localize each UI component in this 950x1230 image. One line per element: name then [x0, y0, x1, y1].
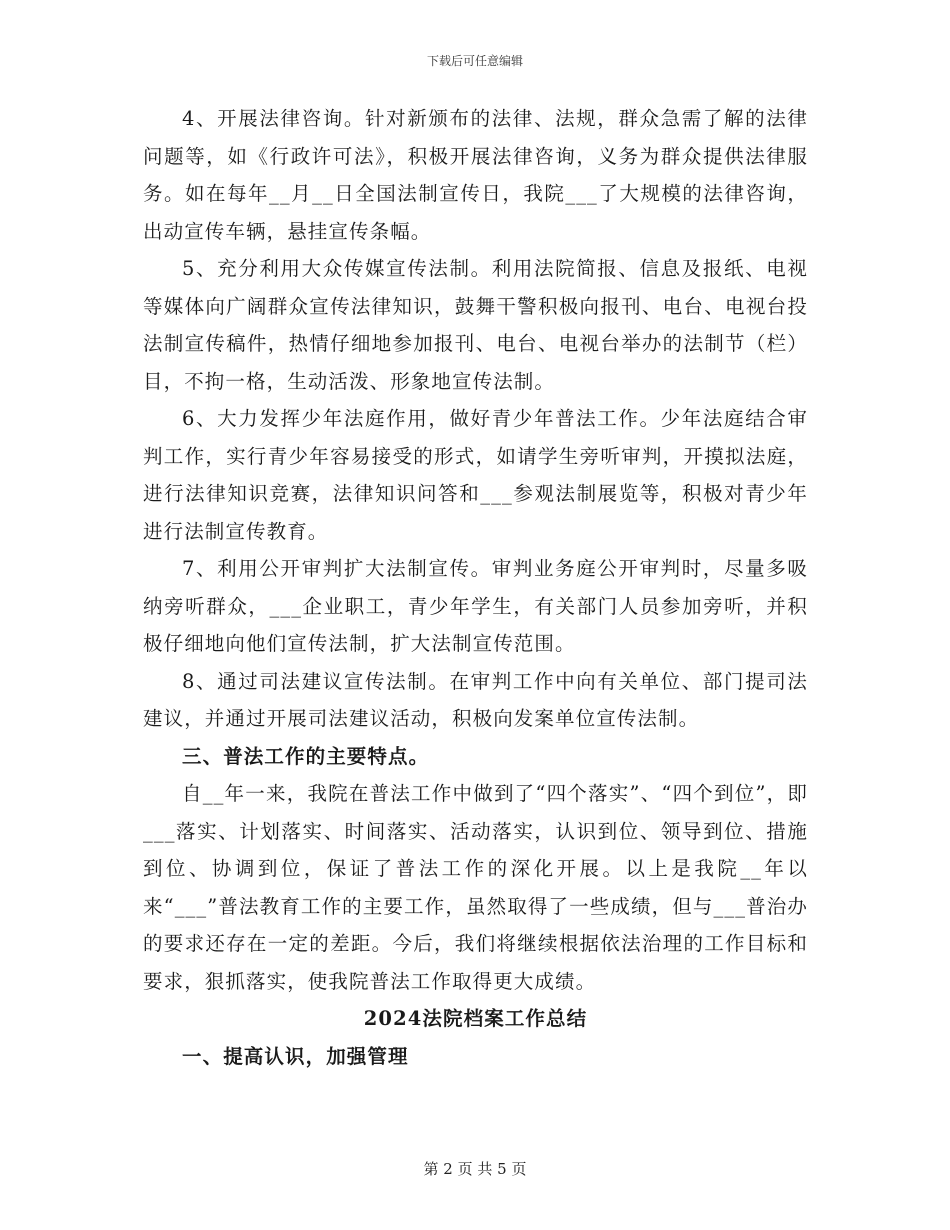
paragraph-item-4: 4、开展法律咨询。针对新颁布的法律、法规，群众急需了解的法律问题等，如《行政许可法》，积极开展法律咨询，义务为群众提供法律服务。如在每年__月__日全国法制宣传日，我院___了大规模的法律咨询，出动宣传车辆，悬挂宣传条幅。 — [143, 107, 808, 243]
paragraph-item-7: 7、利用公开审判扩大法制宣传。审判业务庭公开审判时，尽量多吸纳旁听群众，___企业职工，青少年学生，有关部门人员参加旁听，并积极仔细地向他们宣传法制，扩大法制宣传范围。 — [143, 557, 808, 655]
document-body — [143, 100, 808, 1075]
page-header-note: 下载后可任意编辑 — [426, 54, 523, 68]
subsection-heading: 一、提高认识，加强管理 — [182, 1044, 409, 1068]
section-heading: 三、普法工作的主要特点。 — [182, 744, 430, 768]
paragraph-item-8: 8、通过司法建议宣传法制。在审判工作中向有关单位、部门提司法建议，并通过开展司法建议活动，积极向发案单位宣传法制。 — [143, 669, 808, 730]
document-title: 2024法院档案工作总结 — [363, 1007, 588, 1030]
summary-paragraph: 自__年一来，我院在普法工作中做到了“四个落实”、“四个到位”，即___落实、计划落实、时间落实、活动落实，认识到位、领导到位、措施到位、协调到位，保证了普法工作的深化开展。以上是我院__年以来“___”普法教育工作的主要工作，虽然取得了一些成绩，但与___普治办的要求还存在一定的差距。今后，我们将继续根据依法治理的工作目标和要求，狠抓落实，使我院普法工作取得更大成绩。 — [143, 782, 808, 993]
paragraph-item-5: 5、充分利用大众传媒宣传法制。利用法院简报、信息及报纸、电视等媒体向广阔群众宣传法律知识，鼓舞干警积极向报刊、电台、电视台投法制宣传稿件，热情仔细地参加报刊、电台、电视台举办的法制节（栏）目，不拘一格，生动活泼、形象地宣传法制。 — [143, 257, 808, 393]
page-number: 第 2 页 共 5 页 — [423, 1160, 527, 1178]
paragraph-item-6: 6、大力发挥少年法庭作用，做好青少年普法工作。少年法庭结合审判工作，实行青少年容易接受的形式，如请学生旁听审判，开摸拟法庭，进行法律知识竞赛，法律知识问答和___参观法制展览等，积极对青少年进行法制宣传教育。 — [143, 407, 808, 543]
